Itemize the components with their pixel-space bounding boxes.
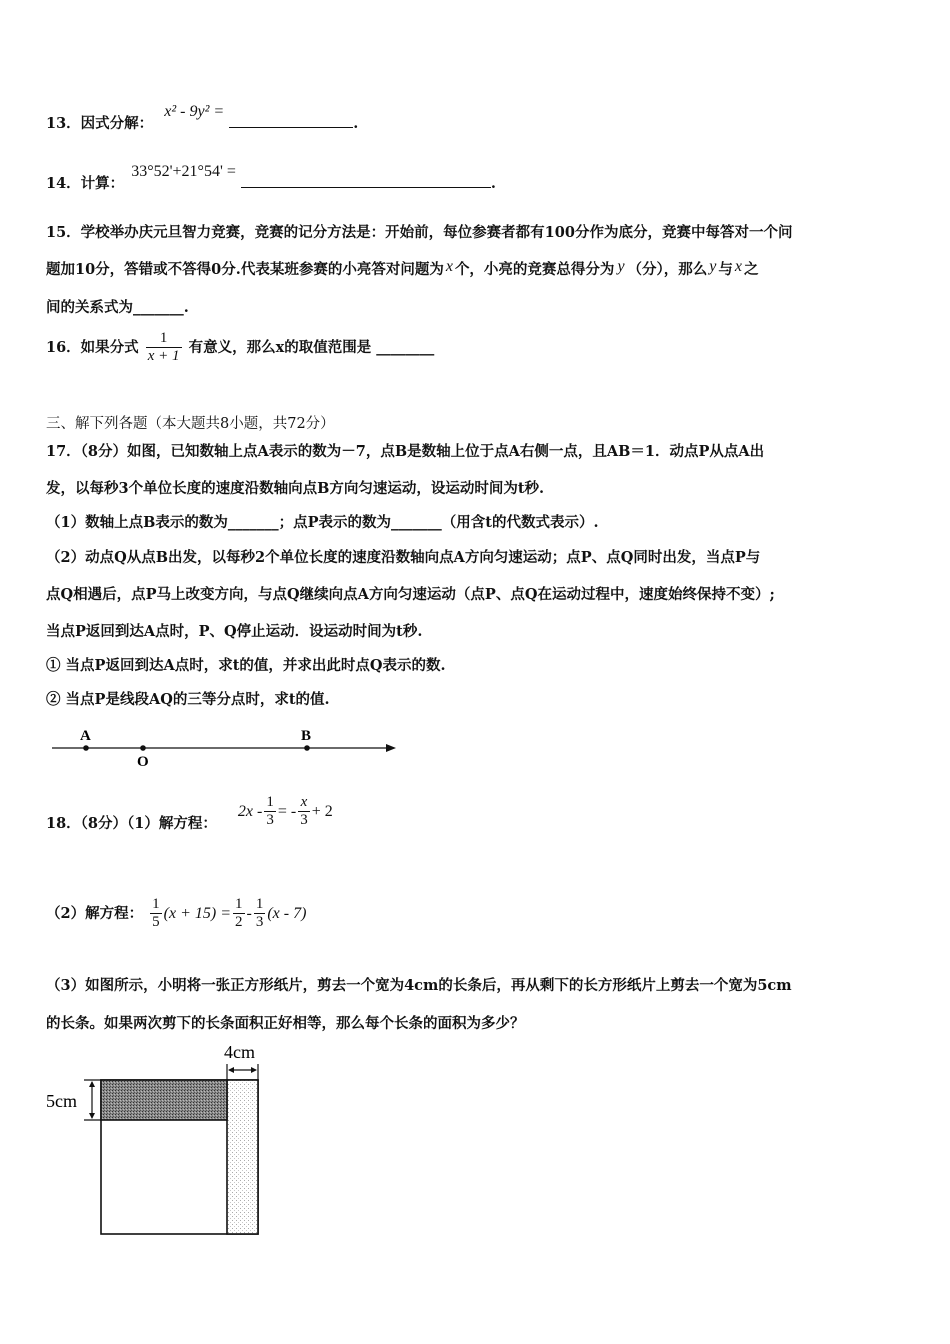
q15-line1: 15．学校举办庆元旦智力竞赛，竞赛的记分方法是：开始前，每位参赛者都有100分作为底分，竞赛中每答对一个问 xyxy=(46,224,793,241)
eq1-term-b: = - xyxy=(277,802,297,820)
q16-fraction xyxy=(146,330,182,366)
eq1-frac1-num: 1 xyxy=(266,794,274,810)
q18-equation1 xyxy=(238,794,333,830)
eq1-frac2-den: 3 xyxy=(300,812,308,829)
label-a: A xyxy=(80,728,91,744)
label-5cm: 5cm xyxy=(46,1091,77,1111)
eq1-frac1 xyxy=(264,794,276,830)
q16-frac-den: x + 1 xyxy=(147,348,180,365)
number-line-arrow-icon xyxy=(386,744,396,752)
square-paper-figure xyxy=(40,1036,300,1246)
dim-5cm-arrow-up-icon xyxy=(89,1081,95,1087)
q14 xyxy=(46,163,496,193)
eq2-frac3-den: 3 xyxy=(255,914,264,931)
number-line-figure xyxy=(40,720,410,780)
q18-equation2 xyxy=(148,896,306,932)
q15-line3: 间的关系式为_______. xyxy=(46,299,189,316)
q14-expression: 33°52'+21°54' = xyxy=(131,163,236,180)
q18-part3-line2: 的长条。如果两次剪下的长条面积正好相等，那么每个长条的面积为多少？ xyxy=(46,1015,525,1032)
q13 xyxy=(46,103,359,133)
q15-var-y: y xyxy=(617,258,625,275)
q17-line6: 当点P返回到达A点时，P、Q停止运动．设运动时间为t秒. xyxy=(46,623,423,640)
label-4cm: 4cm xyxy=(224,1042,255,1062)
eq1-frac2-num: x xyxy=(300,794,308,810)
q13-expression: x² - 9y² = xyxy=(164,103,225,120)
eq2-term-a: (x + 15) = xyxy=(163,904,232,922)
q15-text-c: （分），那么 xyxy=(627,261,708,278)
q17-line4: （2）动点Q从点B出发，以每秒2个单位长度的速度沿数轴向点A方向匀速运动；点P、点Q同时出发，当点P与 xyxy=(46,549,761,566)
q15-var-x: x xyxy=(445,258,453,275)
q15-text-d: 与 xyxy=(718,261,733,278)
eq1-term-c: + 2 xyxy=(311,802,333,820)
eq2-frac3-num: 1 xyxy=(255,896,264,912)
q15-text-e: 之 xyxy=(744,261,759,278)
q18-part3-line1: （3）如图所示，小明将一张正方形纸片，剪去一个宽为4cm的长条后，再从剩下的长方形纸片上剪去一个宽为5cm xyxy=(46,977,792,994)
eq2-frac2 xyxy=(233,896,245,932)
q13-label: 13．因式分解： xyxy=(46,115,154,132)
q17-line3: （1）数轴上点B表示的数为_______；点P表示的数为_______（用含t的代数式表示）. xyxy=(46,514,599,531)
q15-var-y2: y xyxy=(709,258,717,275)
eq2-frac1 xyxy=(150,896,162,932)
q18-part2 xyxy=(46,892,306,932)
point-b-dot xyxy=(304,745,310,751)
q17-line8: ② 当点P是线段AQ的三等分点时，求t的值. xyxy=(46,691,330,708)
eq1-frac2 xyxy=(298,794,310,830)
label-b: B xyxy=(301,728,312,744)
q15-var-x2: x xyxy=(734,258,743,275)
right-strip-4cm xyxy=(227,1080,258,1234)
q18-label1: 18．（8分）（1）解方程： xyxy=(46,814,217,832)
eq2-term-b: - xyxy=(246,904,252,922)
eq2-term-c: (x - 7) xyxy=(267,904,307,922)
q17-line2: 发，以每秒3个单位长度的速度沿数轴向点B方向匀速运动，设运动时间为t秒. xyxy=(46,480,545,497)
q14-label: 14．计算： xyxy=(46,175,125,192)
q17-line5: 点Q相遇后，点P马上改变方向，与点Q继续向点A方向匀速运动（点P、点Q在运动过程中，速度始终保持不变）; xyxy=(46,586,775,603)
q16-rest: 有意义，那么x的取值范围是 ________ xyxy=(188,338,435,356)
q15-text-a: 题加10分，答错或不答得0分.代表某班参赛的小亮答对问题为 xyxy=(46,261,444,278)
eq2-frac1-den: 5 xyxy=(152,914,160,931)
q18-label2: （2）解方程： xyxy=(46,905,144,922)
q14-answer-blank[interactable] xyxy=(241,186,491,188)
q14-end: . xyxy=(490,175,496,192)
eq1-term-a: 2x - xyxy=(237,802,263,820)
label-o: O xyxy=(137,754,149,770)
q16-label: 16．如果分式 xyxy=(46,338,139,356)
q13-end: . xyxy=(353,115,359,132)
q16-frac-num: 1 xyxy=(159,330,168,346)
top-strip-5cm xyxy=(101,1080,227,1120)
section-3-heading: 三、解下列各题（本大题共8小题，共72分） xyxy=(46,416,335,432)
point-a-dot xyxy=(83,745,89,751)
eq1-frac1-den: 3 xyxy=(266,812,274,829)
eq2-frac3 xyxy=(254,896,266,932)
eq2-frac1-num: 1 xyxy=(152,896,160,912)
dim-4cm-arrow-right-icon xyxy=(251,1067,257,1073)
q18-part1 xyxy=(46,794,333,842)
dim-4cm-arrow-left-icon xyxy=(228,1067,234,1073)
point-o-dot xyxy=(140,745,146,751)
eq2-frac2-num: 1 xyxy=(235,896,243,912)
q17-line7: ① 当点P返回到达A点时，求t的值，并求出此时点Q表示的数. xyxy=(46,657,446,674)
dim-5cm-arrow-down-icon xyxy=(89,1113,95,1119)
q15-line2 xyxy=(46,258,759,279)
q13-answer-blank[interactable] xyxy=(229,126,353,128)
q15-text-b: 个，小亮的竞赛总得分为 xyxy=(454,261,615,278)
eq2-frac2-den: 2 xyxy=(235,914,243,931)
q17-line1: 17．（8分）如图，已知数轴上点A表示的数为－7，点B是数轴上位于点A右侧一点，且AB＝1．动点P从点A出 xyxy=(46,443,765,460)
q16 xyxy=(46,330,434,366)
